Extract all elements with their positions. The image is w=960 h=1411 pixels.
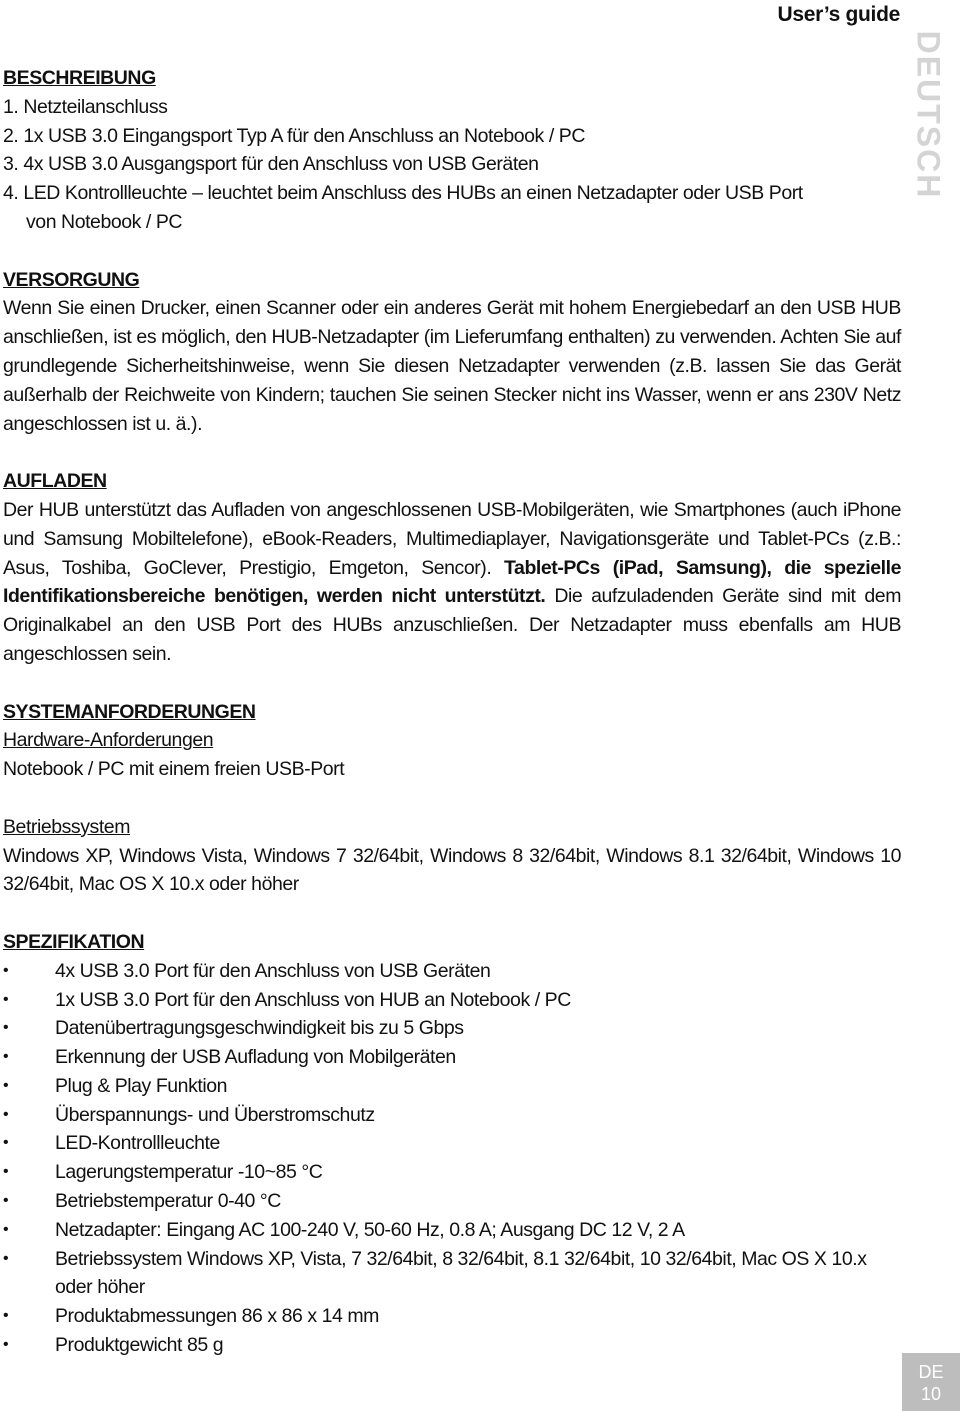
heading-beschreibung: BESCHREIBUNG [3, 67, 156, 89]
hardware-heading: Hardware-Anforderungen [3, 729, 214, 752]
spec-item: • Erkennung der USB Aufladung von Mobilgeräten [3, 1043, 901, 1072]
spec-list [3, 957, 901, 1360]
spec-item: • Produktabmessungen 86 x 86 x 14 mm [3, 1302, 901, 1331]
spec-item: • Betriebstemperatur 0-40 °C [3, 1187, 901, 1216]
aufladen-text-1: Der HUB unterstützt das Aufladen von angeschlossenen USB-Mobilgeräten, wie Smartphones (auch iPhone und Samsung Mobiltelefone), eBook-Readers, Multimediaplayer, Navigationsgeräte und Tablet-PCs (z.B.: Asus, Toshiba, GoClever, Prestigio, Emgeton, Sencor). [3, 498, 901, 579]
spec-item: • Betriebssystem Windows XP, Vista, 7 32/64bit, 8 32/64bit, 8.1 32/64bit, 10 32/64bit, Mac OS X 10.x oder höher [3, 1245, 901, 1303]
footer-lang: DE [918, 1362, 944, 1382]
spec-item: • 1x USB 3.0 Port für den Anschluss von HUB an Notebook / PC [3, 986, 901, 1015]
spec-item: • Lagerungstemperatur -10~85 °C [3, 1158, 901, 1187]
spec-item: • Produktgewicht 85 g [3, 1331, 901, 1360]
heading-versorgung: VERSORGUNG [3, 268, 140, 291]
footer-page-number: 10 [920, 1384, 942, 1404]
beschreibung-item-1: 1. Netzteilanschluss [3, 95, 168, 118]
spec-item: • Datenübertragungsgeschwindigkeit bis zu 5 Gbps [3, 1014, 901, 1043]
os-text: Windows XP, Windows Vista, Windows 7 32/64bit, Windows 8 32/64bit, Windows 8.1 32/64bit, Windows 10 32/64bit, Mac OS X 10.x oder höher [3, 844, 901, 896]
beschreibung-item-4-cont: von Notebook / PC [26, 210, 183, 233]
spec-item: • Plug & Play Funktion [3, 1072, 901, 1101]
manual-content [3, 64, 901, 1360]
heading-spezifikation: SPEZIFIKATION [3, 930, 145, 953]
beschreibung-item-4: 4. LED Kontrollleuchte – leuchtet beim Anschluss des HUBs an einen Netzadapter oder USB Port [3, 182, 803, 205]
aufladen-text-bold: Tablet-PCs (iPad, Samsung), die spezielle Identifikationsbereiche benötigen, werden nicht unterstützt. [3, 556, 902, 608]
header-title: User’s guide [777, 3, 900, 26]
beschreibung-item-3: 3. 4x USB 3.0 Ausgangsport für den Anschluss von USB Geräten [3, 153, 539, 176]
versorgung-text: Wenn Sie einen Drucker, einen Scanner oder ein anderes Gerät mit hohem Energiebedarf an den USB HUB anschließen, ist es möglich, den HUB-Netzadapter (im Lieferumfang enthalten) zu verwenden. Achten Sie auf grundlegende Sicherheitshinweise, wenn Sie diesen Netzadapter verwenden (z.B. lassen Sie das Gerät außerhalb der Reichweite von Kindern; tauchen Sie seinen Stecker nicht ins Wasser, wenn er ans 230V Netz angeschlossen ist u. ä.). [3, 297, 901, 435]
language-side-label: DEUTSCH [910, 30, 947, 200]
spec-item: • Überspannungs- und Überstromschutz [3, 1101, 901, 1130]
beschreibung-item-2: 2. 1x USB 3.0 Eingangsport Typ A für den Anschluss an Notebook / PC [3, 124, 585, 147]
spec-item: • Netzadapter: Eingang AC 100-240 V, 50-60 Hz, 0.8 A; Ausgang DC 12 V, 2 A [3, 1216, 901, 1245]
language-side-tab [910, 30, 946, 200]
hardware-text: Notebook / PC mit einem freien USB-Port [3, 758, 345, 781]
heading-aufladen: AUFLADEN [3, 470, 107, 493]
spec-item: • LED-Kontrollleuchte [3, 1129, 901, 1158]
spec-item: • 4x USB 3.0 Port für den Anschluss von USB Geräten [3, 957, 901, 986]
aufladen-paragraph [3, 496, 901, 669]
aufladen-text-2: Die aufzuladenden Geräte sind mit dem Originalkabel an den USB Port des HUBs anzuschließen. Der Netzadapter muss ebenfalls am HUB angeschlossen sein. [3, 585, 901, 665]
heading-systemanforderungen: SYSTEMANFORDERUNGEN [3, 700, 256, 723]
os-heading: Betriebssystem [3, 815, 130, 838]
page-number-badge [902, 1353, 960, 1411]
